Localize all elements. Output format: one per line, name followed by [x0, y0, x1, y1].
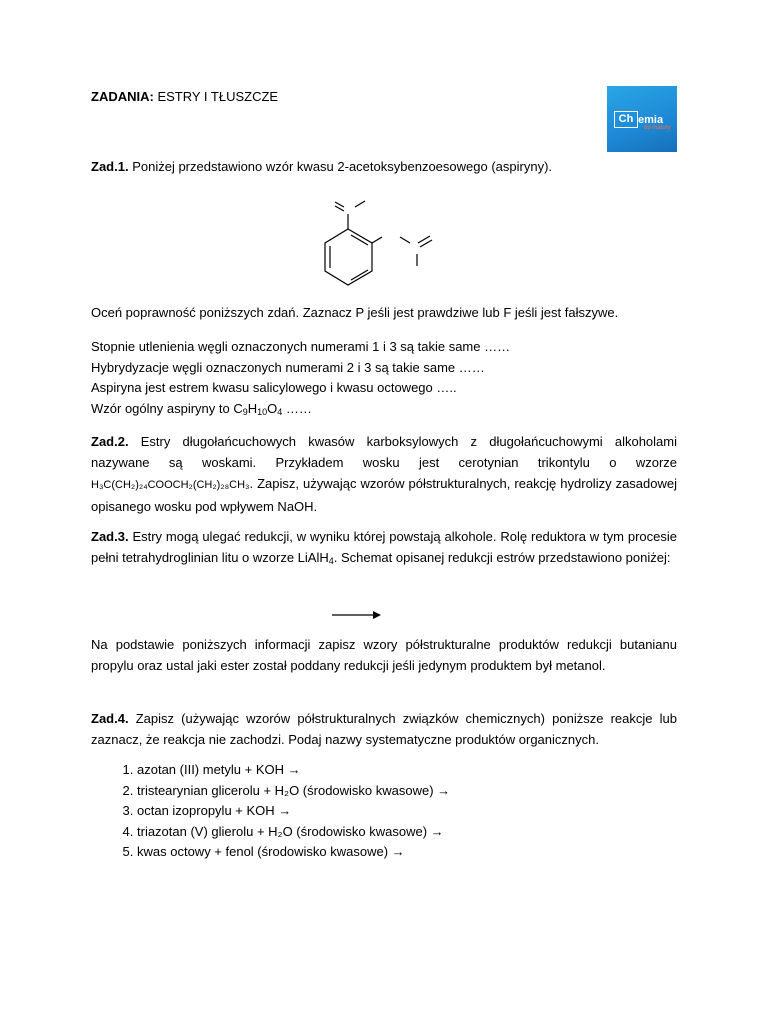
- logo-box: Ch: [614, 111, 638, 128]
- zad1-statements: [91, 337, 677, 419]
- zad1-statement-3: Aspiryna jest estrem kwasu salicylowego i kwasu octowego …..: [91, 380, 457, 395]
- zad4: Zad.4. Zapisz (używając wzorów półstrukturalnych związków chemicznych) poniższe reakcje lub zaznacz, że reakcja nie zachodzi. Podaj nazwy systematyczne produktów organicznych.: [91, 711, 677, 747]
- zad1-label: Zad.1.: [91, 159, 129, 174]
- zad4-label: Zad.4.: [91, 711, 129, 726]
- logo-sub: do matury: [644, 125, 671, 131]
- page-title: [91, 87, 278, 107]
- aspirin-structure-diagram: [320, 192, 450, 292]
- zad3-para2: Na podstawie poniższych informacji zapisz wzory półstrukturalne produktów redukcji butanianu propylu oraz ustal jaki ester został poddany redukcji jeśli jedynym produktem był metanol.: [91, 637, 677, 673]
- list-item: 4. triazotan (V) glierolu + H₂O (środowisko kwasowe) →: [137, 822, 677, 843]
- reaction-arrow-icon: [331, 607, 383, 623]
- list-item: 5. kwas octowy + fenol (środowisko kwasowe) →: [137, 842, 677, 863]
- zad1-statement-2: Hybrydyzacje węgli oznaczonych numerami 2 i 3 są takie same ……: [91, 359, 485, 375]
- zad1-statement-1: Stopnie utlenienia węgli oznaczonych numerami 1 i 3 są takie same ……: [91, 339, 511, 354]
- logo-text: emia: [638, 114, 664, 126]
- zad2-label: Zad.2.: [91, 434, 129, 449]
- benzene-ring: [325, 229, 372, 285]
- chemia-logo: [607, 86, 677, 152]
- zad3-label: Zad.3.: [91, 529, 129, 544]
- title-bold: ZADANIA:: [91, 89, 154, 104]
- title-rest: ESTRY I TŁUSZCZE: [153, 89, 279, 104]
- zad1-intro-text: Poniżej przedstawiono wzór kwasu 2-acetoksybenzoesowego (aspiryny).: [128, 159, 553, 174]
- zad1-statement-4: Wzór ogólny aspiryny to $C_9H_{10}O_4$ ……: [91, 400, 312, 417]
- zad4-list: [91, 760, 677, 863]
- zad1-instruction: Oceń poprawność poniższych zdań. Zaznacz P jeśli jest prawdziwe lub F jeśli jest fałszywe.: [91, 305, 619, 320]
- zad1-intro: [91, 157, 677, 177]
- zad3: Zad.3. Estry mogą ulegać redukcji, w wyniku której powstają alkohole. Rolę reduktora w tym procesie pełni tetrahydroglinian litu o wzorze LiAlH$_4$. Schemat opisanej redukcji estrów przedstawiono poniżej:: [91, 529, 677, 566]
- zad2: Zad.2. Estry długołańcuchowych kwasów karboksylowych z długołańcuchowymi alkoholami nazywane są woskami. Przykładem wosku jest cerotynian trikontylu o wzorze H₃C(CH₂)₂₄COOCH₂(CH₂)₂₈CH₃. Zapisz, używając wzorów półstrukturalnych, reakcję hydrolizy zasadowej opisanego wosku pod wpływem NaOH.: [91, 434, 677, 514]
- wax-formula: H₃C(CH₂)₂₄COOCH₂(CH₂)₂₈CH₃: [91, 479, 250, 491]
- list-item: 3. octan izopropylu + KOH →: [137, 801, 677, 822]
- list-item: 2. tristearynian glicerolu + H₂O (środowisko kwasowe) →: [137, 781, 677, 802]
- list-item: 1. azotan (III) metylu + KOH →: [137, 760, 677, 781]
